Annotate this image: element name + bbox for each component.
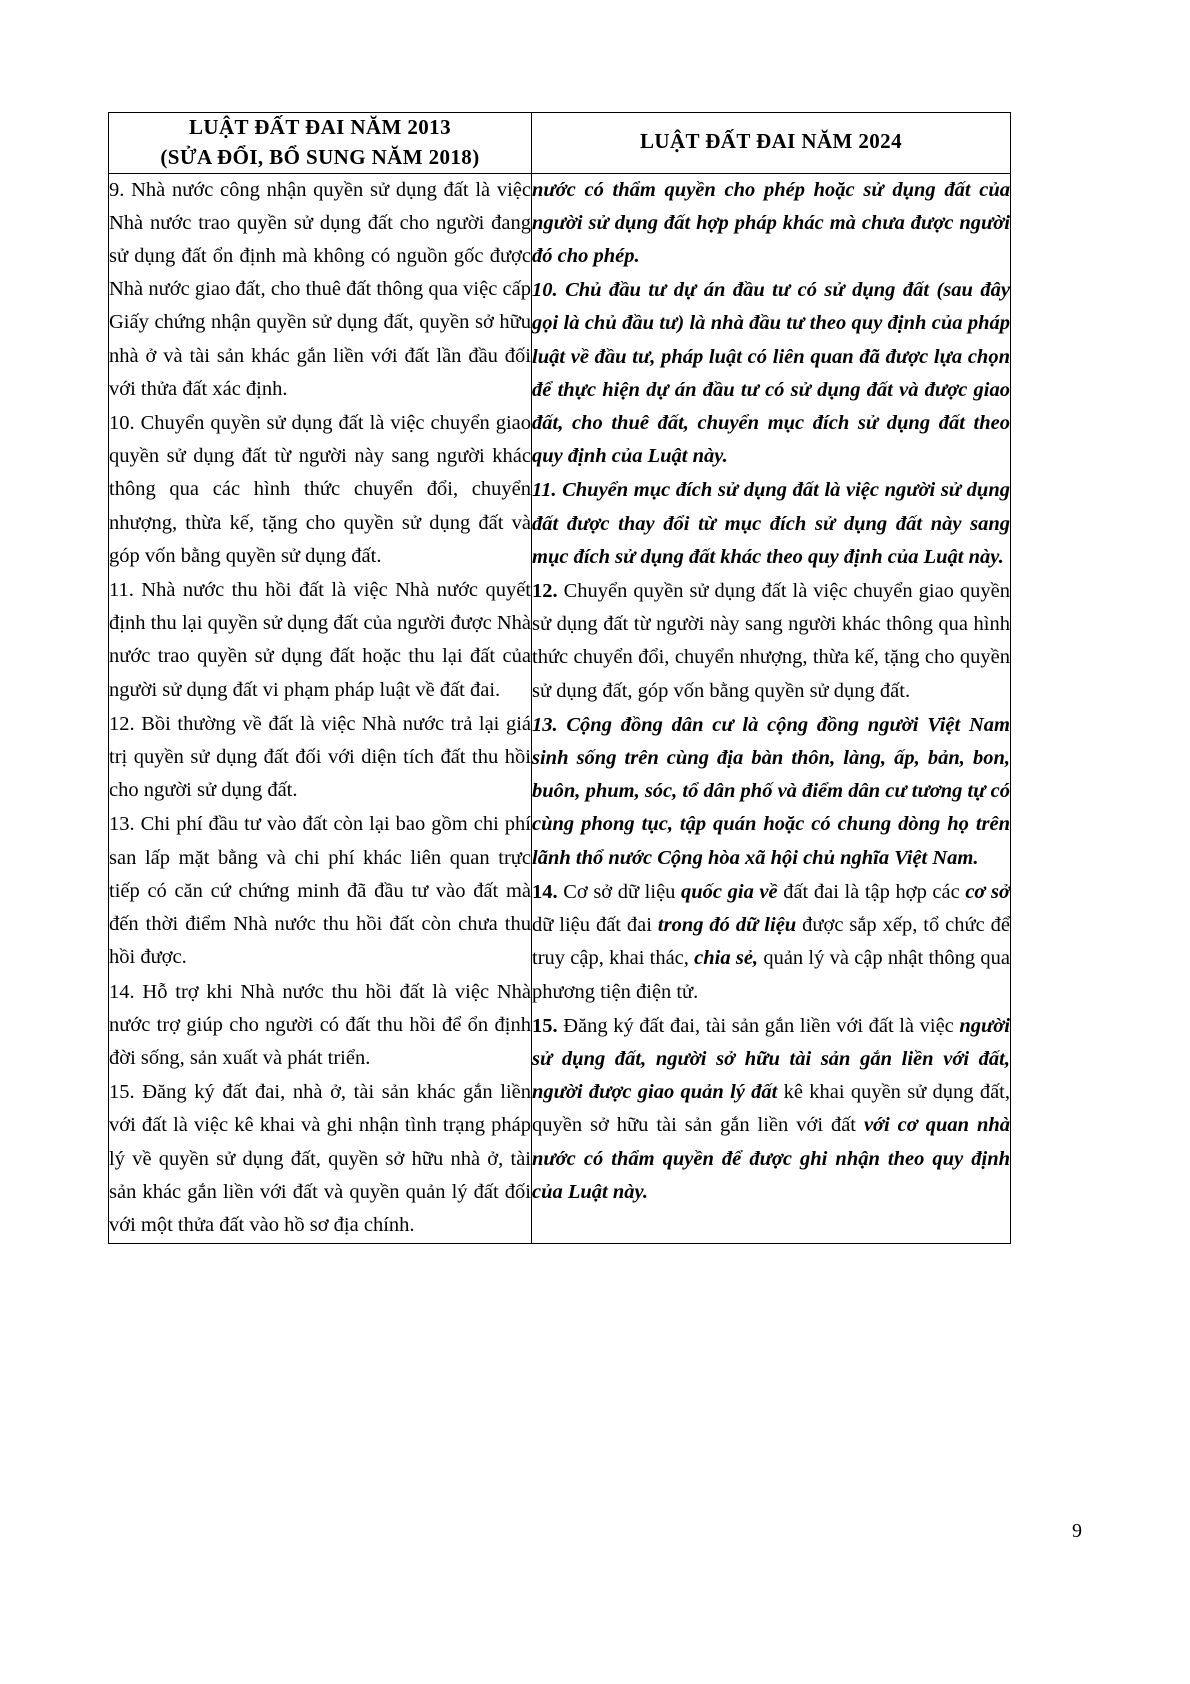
header-cell-law-2013 <box>109 113 532 174</box>
text-segment: cơ sở <box>965 880 1010 903</box>
law-2013-paragraph: 15. Đăng ký đất đai, nhà ở, tài sản khác gắn liền với đất là việc kê khai và ghi nhận tình trạng pháp lý về quyền sử dụng đất, quyền sở hữu nhà ở, tài sản khác gắn liền với đất và quyền quản lý đất đối với một thửa đất vào hồ sơ địa chính. <box>109 1081 531 1236</box>
text-segment: 12. <box>532 580 564 603</box>
law-2013-paragraph: 12. Bồi thường về đất là việc Nhà nước trả lại giá trị quyền sử dụng đất đối với diện tích đất thu hồi cho người sử dụng đất. <box>109 712 531 802</box>
text-segment: quốc gia về <box>681 880 784 903</box>
header-row <box>109 113 1011 174</box>
body-cell-law-2024 <box>532 173 1011 1244</box>
text-segment: 15. <box>532 1014 564 1037</box>
text-segment: 13. Cộng đồng dân cư là cộng đồng người Việt Nam sinh sống trên cùng địa bàn thôn, làng, ấp, bản, bon, buôn, phum, sóc, tổ dân phố và điểm dân cư tương tự có cùng phong tục, tập quán hoặc có chung dòng họ trên lãnh thổ nước Cộng hòa xã hội chủ nghĩa Việt Nam. <box>532 713 1010 869</box>
law-2013-paragraph: 9. Nhà nước công nhận quyền sử dụng đất là việc Nhà nước trao quyền sử dụng đất cho người đang sử dụng đất ổn định mà không có nguồn gốc được Nhà nước giao đất, cho thuê đất thông qua việc cấp Giấy chứng nhận quyền sử dụng đất, quyền sở hữu nhà ở và tài sản khác gắn liền với đất lần đầu đối với thửa đất xác định. <box>109 178 531 400</box>
table-body <box>109 173 1011 1244</box>
law-2024-paragraph <box>532 575 1010 708</box>
text-segment: Chuyển quyền sử dụng đất là việc chuyển giao quyền sử dụng đất từ người này sang người khác thông qua hình thức chuyển đổi, chuyển nhượng, thừa kế, tặng cho quyền sử dụng đất, góp vốn bằng quyền sử dụng đất. <box>532 580 1010 702</box>
law-2013-paragraph: 13. Chi phí đầu tư vào đất còn lại bao gồm chi phí san lấp mặt bằng và chi phí khác liên quan trực tiếp có căn cứ chứng minh đã đầu tư vào đất mà đến thời điểm Nhà nước thu hồi đất còn chưa thu hồi được. <box>109 813 531 969</box>
text-segment: dữ liệu đất đai <box>532 914 658 937</box>
law-2024-paragraph <box>532 274 1010 473</box>
text-segment: với cơ quan nhà nước có thẩm quyền để được ghi nhận theo quy định của Luật này. <box>532 1114 1011 1203</box>
text-segment: Đăng ký đất đai, tài sản gắn liền với đất là việc <box>563 1014 960 1037</box>
text-segment: quản lý và cập nhật thông qua phương tiện điện tử. <box>532 947 1010 1003</box>
law-2024-paragraph <box>532 876 1010 1009</box>
text-segment: người sử dụng đất, người sở hữu tài sản gắn liền với đất, người được giao quản lý đất <box>532 1014 1010 1104</box>
text-segment: 10. Chủ đầu tư dự án đầu tư có sử dụng đất (sau đây gọi là chủ đầu tư) là nhà đầu tư theo quy định của pháp luật về đầu tư, pháp luật có liên quan đã được lựa chọn để thực hiện dự án đầu tư có sử dụng đất và được giao đất, cho thuê đất, chuyển mục đích sử dụng đất theo quy định của Luật này. <box>532 279 1010 468</box>
law-2013-paragraph: 14. Hỗ trợ khi Nhà nước thu hồi đất là việc Nhà nước trợ giúp cho người có đất thu hồi để ổn định đời sống, sản xuất và phát triển. <box>109 980 531 1069</box>
header-law-2013-line1: LUẬT ĐẤT ĐAI NĂM 2013 <box>189 115 451 139</box>
header-law-2024-line1: LUẬT ĐẤT ĐAI NĂM 2024 <box>640 129 902 153</box>
page-number: 9 <box>1072 1520 1082 1542</box>
body-cell-law-2013 <box>109 173 532 1244</box>
law-2024-paragraph <box>532 474 1010 574</box>
text-segment: 11. Chuyển mục đích sử dụng đất là việc người sử dụng đất được thay đổi từ mục đích sử dụng đất này sang mục đích sử dụng đất khác theo quy định của Luật này. <box>532 479 1010 568</box>
table-header <box>109 113 1011 174</box>
law-2024-content <box>532 174 1010 1209</box>
text-segment: trong đó dữ liệu <box>657 914 803 937</box>
law-2013-paragraph: 11. Nhà nước thu hồi đất là việc Nhà nước quyết định thu lại quyền sử dụng đất của người được Nhà nước trao quyền sử dụng đất hoặc thu lại đất của người sử dụng đất vi phạm pháp luật về đất đai. <box>109 579 531 701</box>
law-2024-paragraph <box>532 1010 1010 1209</box>
table-row <box>109 173 1011 1244</box>
text-segment: kê khai quyền sử dụng đất, quyền sở hữu tài sản gắn liền với đất <box>532 1081 1010 1137</box>
text-segment: chia sẻ, <box>694 947 764 970</box>
text-segment: 14. <box>532 880 564 903</box>
header-cell-law-2024 <box>532 113 1011 174</box>
comparison-table <box>108 112 1011 1244</box>
text-segment: Cơ sở dữ liệu <box>563 880 682 903</box>
text-segment: được sắp xếp, tổ chức để truy cập, khai thác, <box>532 914 1010 970</box>
text-segment: đất đai là tập hợp các <box>783 880 966 903</box>
law-2024-paragraph <box>532 174 1010 274</box>
law-2024-paragraph <box>532 709 1010 875</box>
text-segment: nước có thẩm quyền cho phép hoặc sử dụng đất của người sử dụng đất hợp pháp khác mà chưa được người đó cho phép. <box>532 178 1010 268</box>
law-2013-content <box>109 174 531 1243</box>
law-2013-paragraph: 10. Chuyển quyền sử dụng đất là việc chuyển giao quyền sử dụng đất từ người này sang người khác thông qua các hình thức chuyển đổi, chuyển nhượng, thừa kế, tặng cho quyền sử dụng đất và góp vốn bằng quyền sử dụng đất. <box>109 412 531 567</box>
header-law-2013-line2: (SỬA ĐỔI, BỔ SUNG NĂM 2018) <box>160 144 480 169</box>
